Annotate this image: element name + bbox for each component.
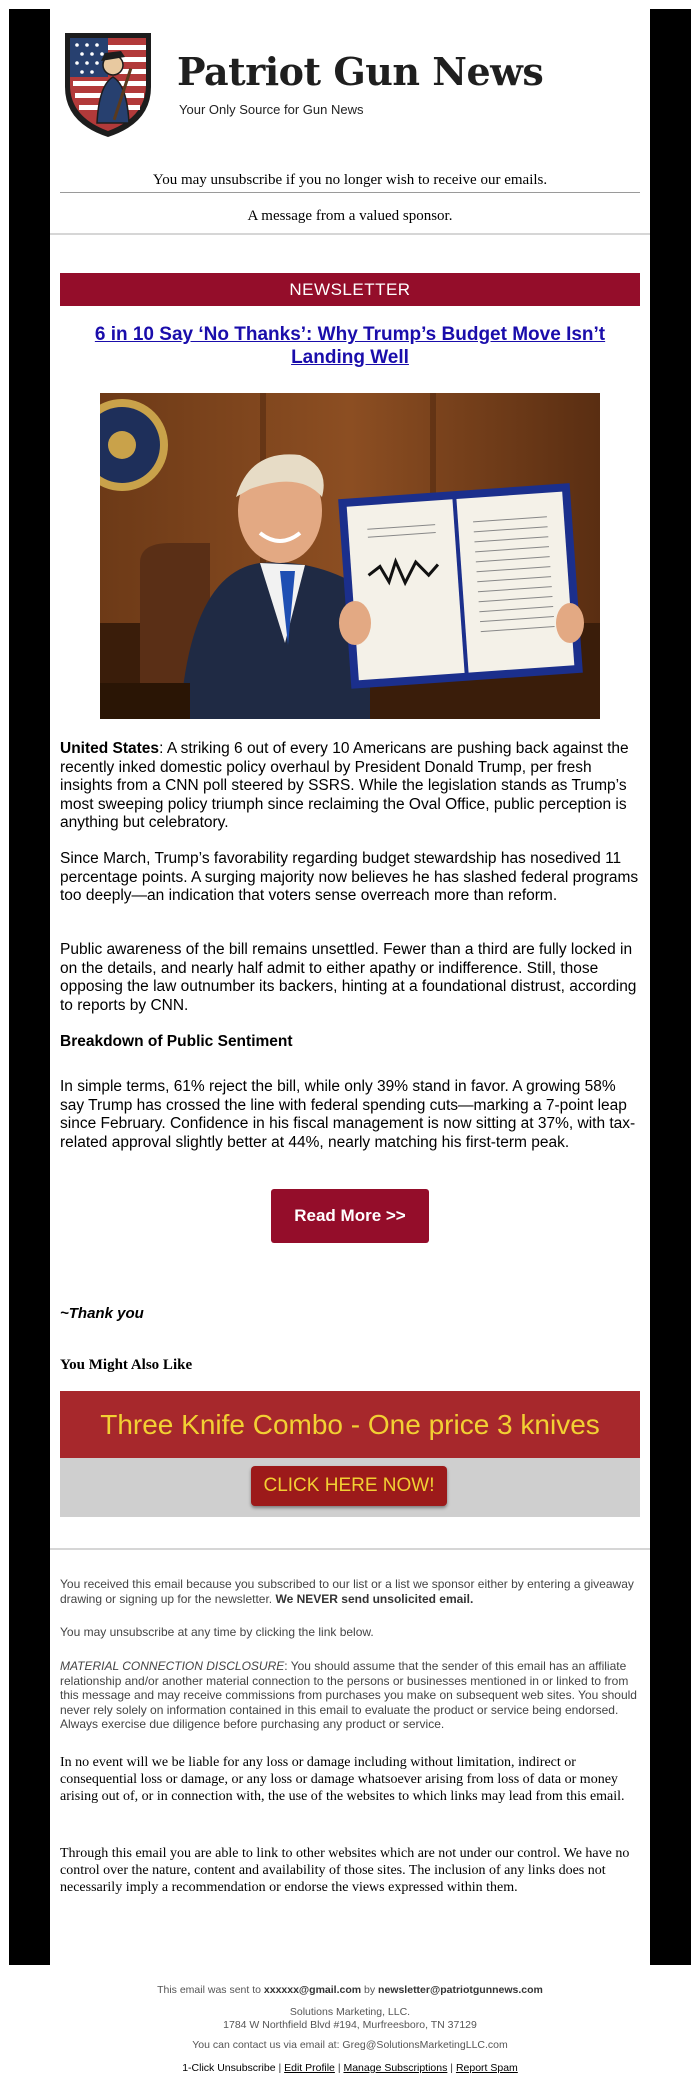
footer-reason-bold: We NEVER send unsolicited email. <box>275 1591 474 1606</box>
lead-text: : A striking 6 out of every 10 Americans are pushing back against the recently inked domestic policy overhaul by President Donald Trump, per fresh insights from a CNN poll steered by SSRS. While the legislation stands as Trump’s most sweeping policy triumph since reclaiming the Oval Office, public perception is anything but celebratory. <box>60 740 629 831</box>
dateline: United States <box>60 740 160 757</box>
separator: | <box>447 2062 456 2074</box>
footer-unsubscribe-text: You may unsubscribe at any time by clicking the link below. <box>60 1625 374 1639</box>
section-divider <box>50 233 650 235</box>
sender-email: newsletter@patriotgunnews.com <box>378 1984 543 1996</box>
email-body <box>50 9 650 1965</box>
knife-ad-banner[interactable] <box>60 1391 640 1517</box>
footer-links-disclaimer: Through this email you are able to link to other websites which are not under our control. We have no control over the nature, content and availability of those sites. The inclusion of any links does not necessarily imply a recommendation or endorse the views expressed within them. <box>60 1846 630 1895</box>
unsubscribe-notice: You may unsubscribe if you no longer wish to receive our emails. <box>152 172 548 188</box>
disclosure-label: MATERIAL CONNECTION DISCLOSURE <box>60 1659 285 1673</box>
footer-links <box>0 2062 700 2074</box>
footer-reason-text: You received this email because you subscribed to our list or a list we sponsor either by entering a giveaway drawing or signing up for the newsletter. <box>60 1577 634 1606</box>
sent-info <box>0 1984 700 1996</box>
brand-title: Patriot Gun News <box>177 49 544 94</box>
article-headline-link[interactable]: 6 in 10 Say ‘No Thanks’: Why Trump’s Budget Move Isn’t Landing Well <box>94 324 606 368</box>
sign-off: ~Thank you <box>60 1305 144 1322</box>
article-paragraph-2: Since March, Trump’s favorability regarding budget stewardship has nosedived 11 percentage points. A surging majority now believes he has slashed federal programs too deeply—an indication that voters sense overreach more than reform. <box>60 850 639 904</box>
divider <box>60 192 640 193</box>
article-paragraph-4: In simple terms, 61% reject the bill, while only 39% stand in favor. A growing 58% say Trump has crossed the line with federal spending cuts—marking a 7-point leap since February. Confidence in his fiscal management is now sitting at 37%, with tax-related approval slightly better at 44%, nearly matching his first-term peak. <box>60 1078 636 1151</box>
recipient-email: xxxxxx@gmail.com <box>263 1984 362 1996</box>
sent-prefix: This email was sent to <box>157 1984 264 1996</box>
one-click-unsubscribe-link[interactable]: 1-Click Unsubscribe <box>182 2062 276 2074</box>
brand-tagline: Your Only Source for Gun News <box>179 102 364 117</box>
ad-title-strip <box>60 1391 640 1458</box>
article-photo[interactable] <box>100 393 600 719</box>
sent-mid: by <box>361 1984 379 1996</box>
article-subheading: Breakdown of Public Sentiment <box>60 1033 293 1050</box>
disclosure-text: : You should assume that the sender of this email has an affiliate relationship and/or another material connection to the persons or businesses mentioned in or linked to from this message and may receive commissions from purchases you make on subsequent web sites. You should never rely solely on information contained in this email to evaluate the product or service being endorsed. Always exercise due diligence before purchasing any product or service. <box>60 1659 637 1731</box>
separator: | <box>275 2062 285 2074</box>
ad-title: Three Knife Combo - One price 3 knives <box>100 1409 600 1440</box>
patriot-logo-icon <box>61 27 155 139</box>
footer-divider <box>50 1548 650 1550</box>
article-paragraph-3: Public awareness of the bill remains unsettled. Fewer than a third are fully locked in on the details, and nearly half admit to either apathy or indifference. Still, those opposing the law outnumber its backers, hinting at a foundational distrust, according to reports by CNN. <box>60 941 637 1014</box>
also-like-heading: You Might Also Like <box>60 1357 193 1373</box>
article-paragraph-1 <box>60 740 640 833</box>
edit-profile-link[interactable]: Edit Profile <box>284 2062 335 2074</box>
footer-reason <box>60 1577 640 1606</box>
report-spam-link[interactable]: Report Spam <box>455 2062 518 2074</box>
separator: | <box>334 2062 344 2074</box>
ad-click-button[interactable]: CLICK HERE NOW! <box>251 1466 447 1506</box>
company-address: 1784 W Northfield Blvd #194, Murfreesboro, TN 37129 <box>223 2019 477 2031</box>
footer-liability: In no event will we be liable for any loss or damage including without limitation, indirect or consequential loss or damage, or any loss or damage whatsoever arising from loss of data or money arising out of, or in connection with, the use of the websites to which links may lead from this email. <box>60 1755 625 1804</box>
ad-button-strip <box>60 1458 640 1517</box>
company-name: Solutions Marketing, LLC. <box>289 2006 411 2018</box>
manage-subscriptions-link[interactable]: Manage Subscriptions <box>343 2062 448 2074</box>
contact-line: You can contact us via email at: Greg@SolutionsMarketingLLC.com <box>192 2039 508 2051</box>
footer-disclosure <box>60 1659 640 1732</box>
newsletter-banner: NEWSLETTER <box>60 273 640 306</box>
read-more-button[interactable]: Read More >> <box>271 1189 429 1243</box>
sponsor-notice: A message from a valued sponsor. <box>247 208 453 224</box>
